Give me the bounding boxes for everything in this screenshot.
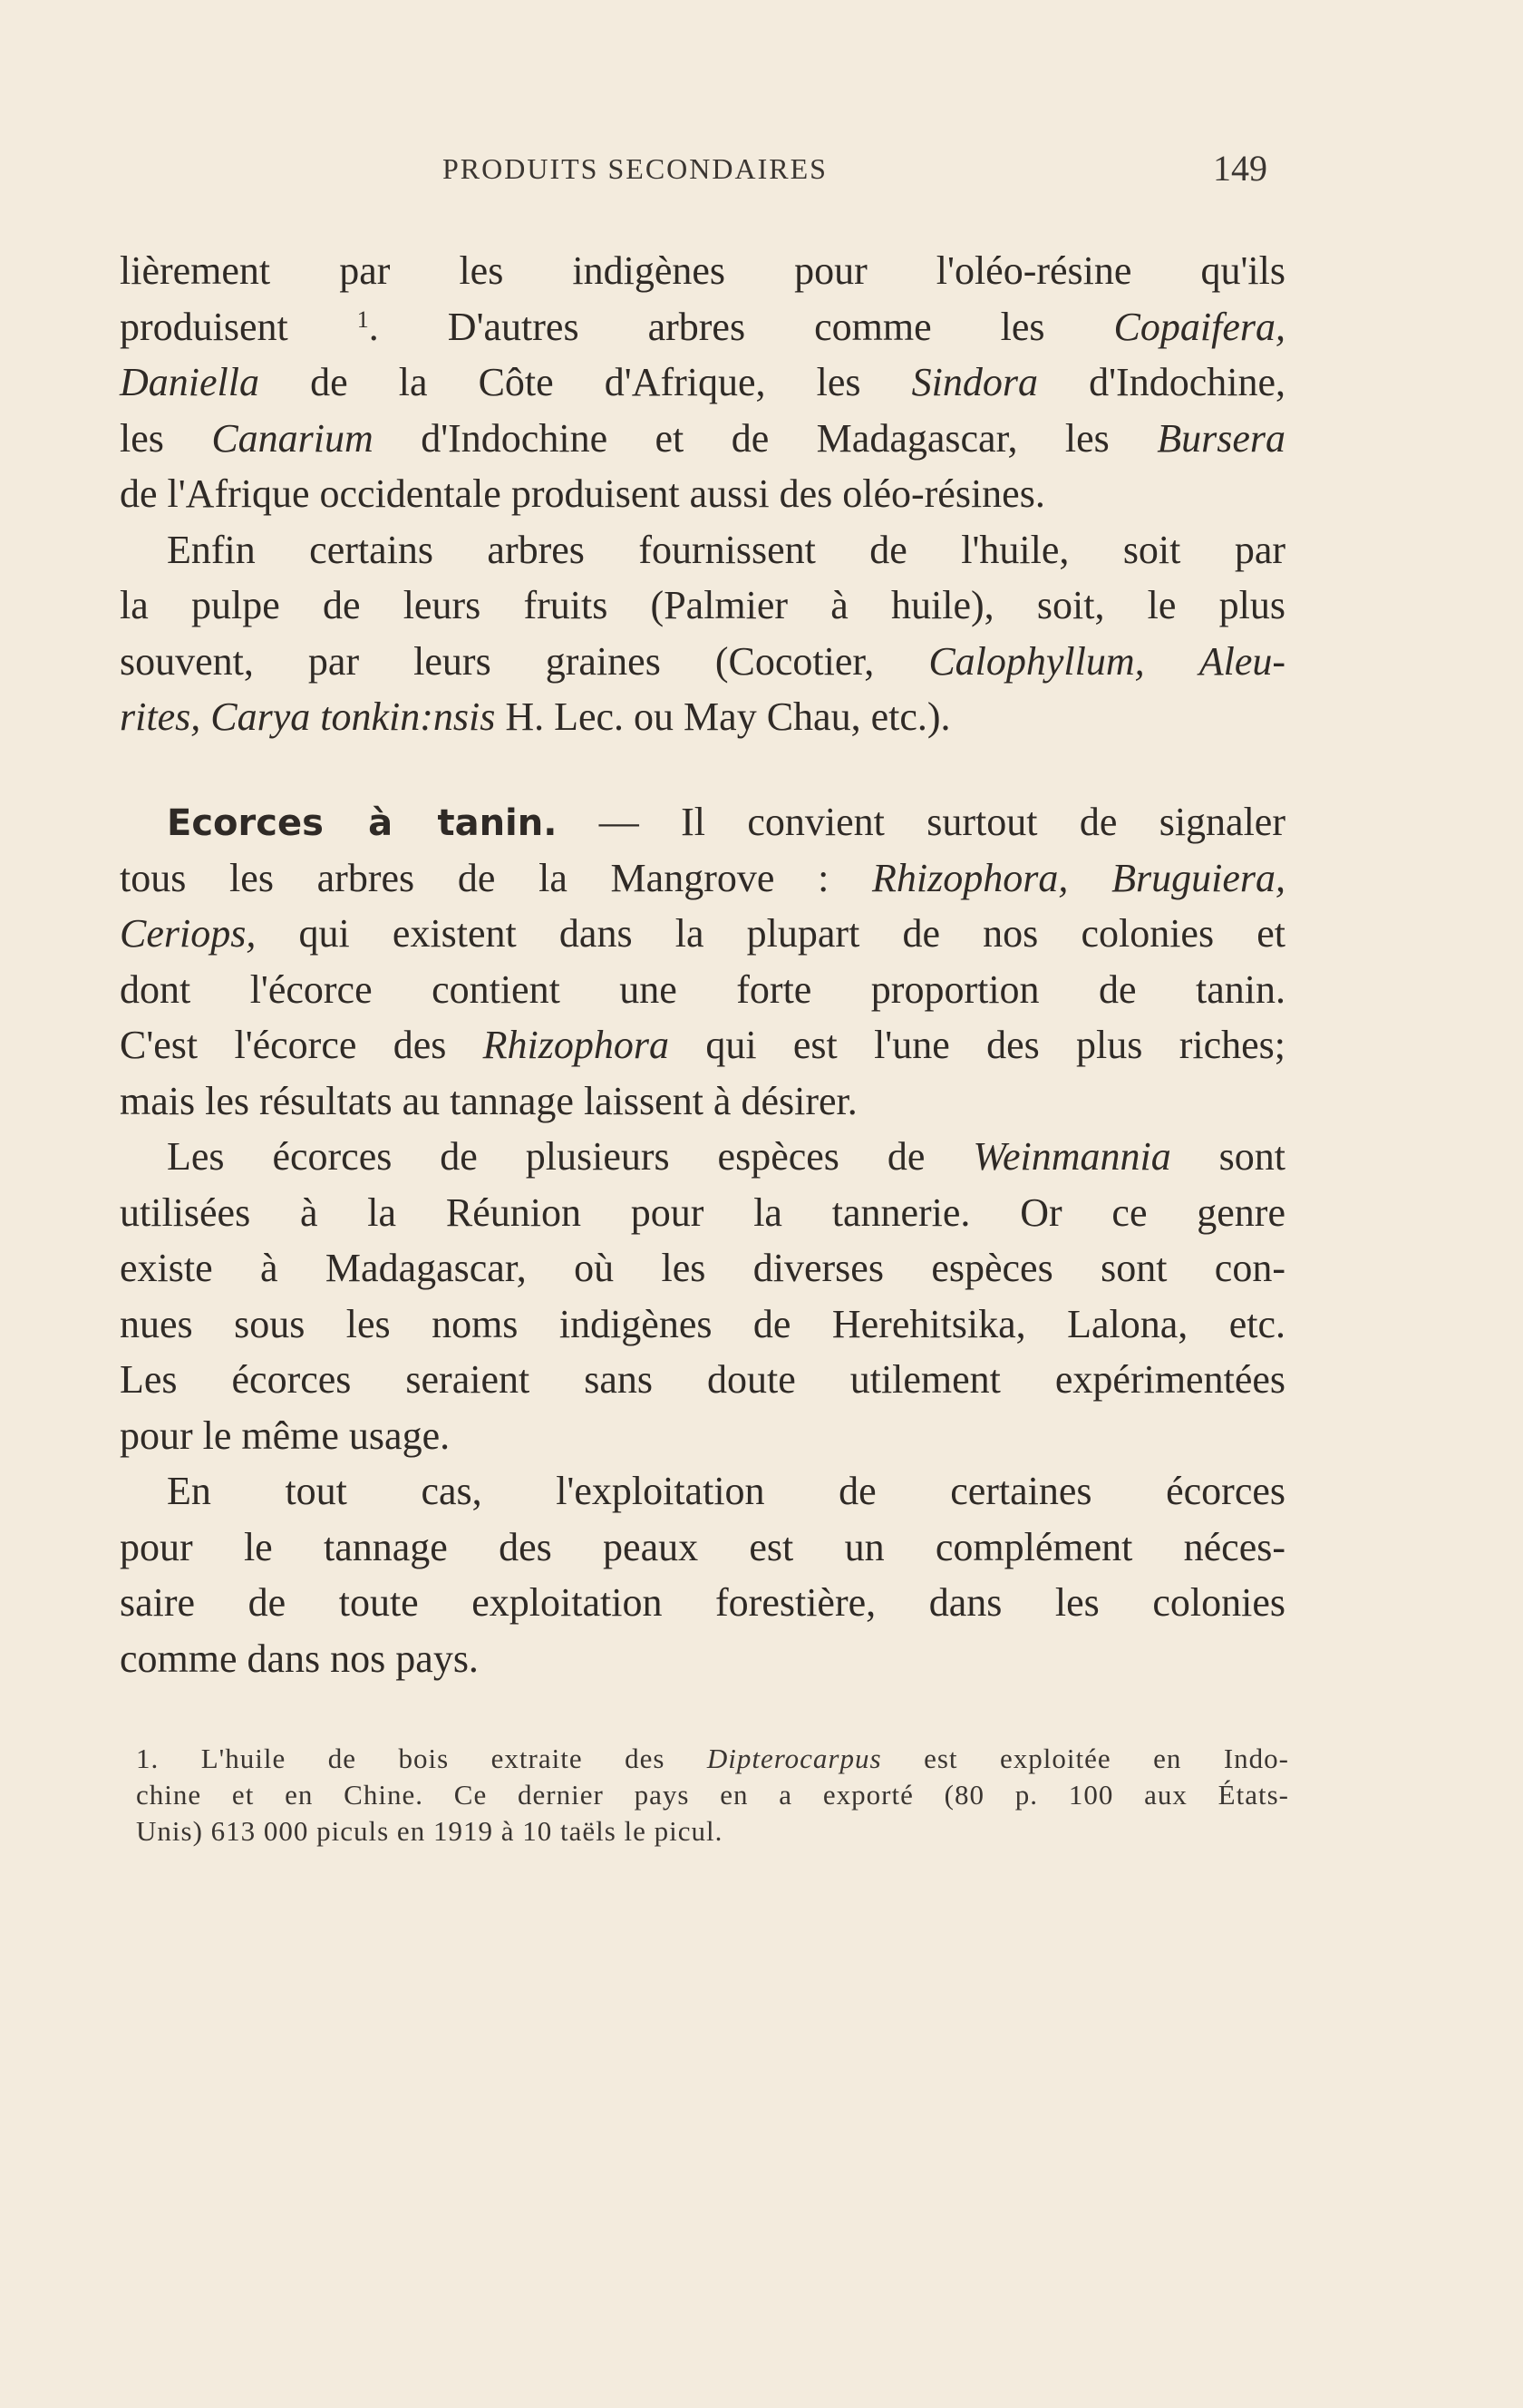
species-name: Weinmannia bbox=[973, 1134, 1171, 1179]
footnote-line: chine et en Chine. Ce dernier pays en a exporté (80 p. 100 aux États- bbox=[136, 1779, 1289, 1811]
species-name: Canarium bbox=[211, 415, 373, 461]
species-name: Rhizophora bbox=[482, 1023, 670, 1067]
text-line bbox=[120, 906, 1285, 962]
text-span: — Il convient surtout de signaler bbox=[557, 800, 1285, 844]
species-name: Bursera bbox=[1157, 415, 1285, 461]
page-number: 149 bbox=[1213, 148, 1267, 189]
text-line: nues sous les noms indigènes de Herehitsika, Lalona, etc. bbox=[120, 1301, 1285, 1346]
text-line bbox=[120, 850, 1285, 907]
text-line: saire de toute exploitation forestière, dans les colonies bbox=[120, 1580, 1285, 1625]
text-line bbox=[120, 1017, 1285, 1073]
species-name: Ceriops, bbox=[120, 911, 257, 956]
body-text-top bbox=[120, 243, 1285, 745]
text-line: dont l'écorce contient une forte proportion de tanin. bbox=[120, 966, 1285, 1012]
section-heading: Ecorces à tanin. bbox=[167, 802, 558, 844]
species-name: Copaifera, bbox=[1113, 304, 1285, 349]
text-line bbox=[120, 411, 1285, 467]
text-line: pour le tannage des peaux est un complément néces- bbox=[120, 1524, 1285, 1569]
text-span: sont bbox=[1170, 1134, 1285, 1179]
text-span bbox=[1145, 639, 1199, 684]
text-span bbox=[200, 694, 210, 739]
text-line bbox=[120, 689, 1285, 745]
text-line: pour le même usage. bbox=[120, 1413, 451, 1458]
text-line bbox=[120, 794, 1285, 850]
text-line: comme dans nos pays. bbox=[120, 1636, 479, 1681]
text-span: d'Indochine, bbox=[1038, 360, 1285, 404]
text-span: C'est l'écorce des bbox=[120, 1023, 483, 1067]
running-header bbox=[442, 148, 1267, 207]
text-line: Enfin certains arbres fournissent de l'huile, soit par bbox=[167, 527, 1285, 572]
species-name: Calophyllum, bbox=[928, 638, 1145, 684]
text-line: la pulpe de leurs fruits (Palmier à huile), soit, le plus bbox=[120, 583, 1285, 627]
species-name: rites, bbox=[120, 694, 201, 739]
species-name: Carya tonkin:nsis bbox=[210, 694, 496, 739]
text-span: de la Côte d'Afrique, les bbox=[258, 360, 912, 404]
species-name: Sindora bbox=[911, 360, 1039, 404]
paragraph-conclusion bbox=[120, 1463, 1285, 1686]
text-line: existe à Madagascar, où les diverses espèces sont con- bbox=[120, 1246, 1285, 1290]
body-text-bottom bbox=[120, 794, 1285, 1686]
text-span: Les écorces de plusieurs espèces de bbox=[167, 1134, 974, 1179]
text-span: qui existent dans la plupart de nos colonies et bbox=[256, 911, 1285, 956]
text-span: produisent bbox=[120, 304, 357, 349]
running-title: PRODUITS SECONDAIRES bbox=[442, 152, 828, 185]
text-line bbox=[120, 634, 1285, 690]
footnote bbox=[136, 1741, 1289, 1850]
species-name: Dipterocarpus bbox=[706, 1743, 882, 1774]
text-line: utilisées à la Réunion pour la tannerie. Or ce genre bbox=[120, 1189, 1285, 1235]
text-span: les bbox=[120, 415, 212, 461]
text-line: de l'Afrique occidentale produisent aussi des oléo-résines. bbox=[120, 471, 1045, 516]
footnote-marker: 1 bbox=[356, 306, 369, 333]
text-span: qui est l'une des plus riches; bbox=[669, 1023, 1285, 1067]
paragraph-oils bbox=[120, 522, 1285, 745]
text-line: mais les résultats au tannage laissent à désirer. bbox=[120, 1078, 858, 1123]
text-line: En tout cas, l'exploitation de certaines écorces bbox=[167, 1469, 1285, 1513]
text-line bbox=[120, 299, 1285, 355]
species-name: Rhizophora, Bruguiera, bbox=[872, 855, 1285, 900]
text-line: Les écorces seraient sans doute utilement expérimentées bbox=[120, 1357, 1285, 1402]
species-name: Aleu- bbox=[1198, 638, 1286, 684]
text-line: lièrement par les indigènes pour l'oléo-résine qu'ils bbox=[120, 248, 1285, 293]
text-line bbox=[120, 354, 1285, 411]
text-span: 1. L'huile de bois extraite des bbox=[136, 1743, 707, 1774]
text-span: tous les arbres de la Mangrove : bbox=[120, 855, 873, 900]
text-span: . D'autres arbres comme les bbox=[368, 304, 1114, 349]
text-span: est exploitée en Indo- bbox=[881, 1743, 1289, 1774]
footnote-line: Unis) 613 000 piculs en 1919 à 10 taëls le picul. bbox=[136, 1815, 723, 1847]
text-span: H. Lec. ou May Chau, etc.). bbox=[495, 694, 951, 739]
paragraph-weinmannia bbox=[120, 1129, 1285, 1463]
footnote-line bbox=[136, 1741, 1289, 1777]
text-span: souvent, par leurs graines (Cocotier, bbox=[120, 638, 929, 684]
paragraph-oleo-resins bbox=[120, 243, 1285, 522]
text-span: d'Indochine et de Madagascar, les bbox=[373, 415, 1158, 461]
section-tanning-barks bbox=[120, 794, 1285, 1129]
species-name: Daniella bbox=[120, 360, 259, 404]
text-line bbox=[120, 1129, 1285, 1185]
